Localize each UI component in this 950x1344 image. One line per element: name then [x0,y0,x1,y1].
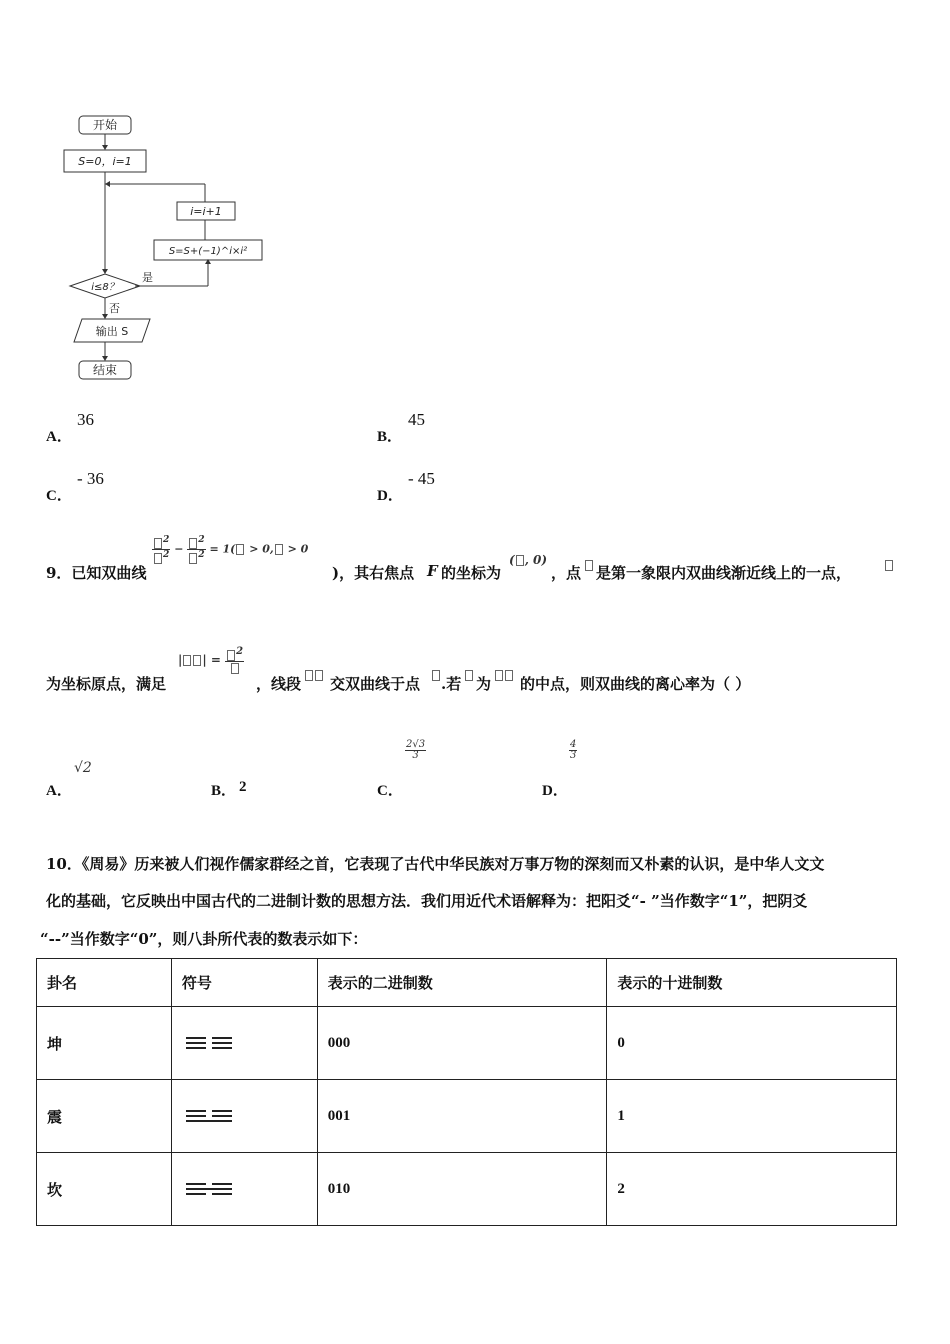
q9-F: F [427,562,438,580]
flowchart-condition-text: i≤8？ [91,282,119,293]
q9-point-O-placeholder [884,555,894,573]
q9-option-c[interactable] [377,740,497,800]
q9-line2-e: 为 [476,675,492,693]
q9-option-d-fraction [569,740,577,761]
q9-line2-c: 交双曲线于点 [330,675,421,693]
table-cell-binary: 001 [317,1080,607,1153]
q9-part1: )，其右焦点 [332,564,415,582]
q10-line2: 化的基础，它反映出中国古代的二进制计数的思想方法．我们用近代术语解释为：把阳爻“- ”当作数字“1”，把阴爻 [46,892,808,910]
flowchart-yes-label: 是 [142,271,153,284]
q8-option-b-value: 45 [408,410,425,429]
bagua-table [36,958,897,1226]
q9-option-d-num: 4 [570,739,577,750]
q9-option-c-num: 2√3 [406,739,426,750]
q8-option-d-value: - 45 [408,469,435,488]
q9-option-b-label: B． [211,783,237,799]
flowchart-increment-text: i=i+1 [190,205,222,218]
flowchart-init-text: S=0，i=1 [78,155,132,168]
table-header-row [37,959,897,1007]
q8-option-b[interactable] [377,410,577,446]
flowchart-output-text: 输出 S [95,325,129,338]
table-cell-name: 坎 [37,1153,172,1226]
q9-cond-b: > 0 [283,542,309,556]
q9-equation-tail: = 1( [209,542,236,556]
q9-focus-coord: ( , 0) [509,553,548,567]
q9-option-c-fraction [405,740,426,761]
q8-option-b-label: B． [377,429,403,445]
q8-option-c-value: - 36 [77,469,104,488]
table-cell-name: 坤 [37,1007,172,1080]
q9-option-a[interactable] [46,755,166,800]
q9-part4: 是第一象限内双曲线渐近线上的一点， [596,564,852,582]
kan-symbol [171,1153,317,1226]
table-cell-decimal: 2 [607,1153,897,1226]
q8-option-d[interactable] [377,469,577,505]
flowchart-update-text: S=S+(−1)^i×i² [168,246,248,257]
table-header-symbol: 符号 [171,959,317,1007]
table-row [37,1007,897,1080]
q9-option-c-label: C． [377,783,403,799]
q9-segment-placeholder [304,665,324,683]
table-row [37,1080,897,1153]
table-cell-decimal: 0 [607,1007,897,1080]
q9-point-P-placeholder [584,555,594,573]
q9-prefix: 9．已知双曲线 [46,564,147,582]
flowchart-no-label: 否 [109,302,120,315]
flowchart-start-text: 开始 [92,118,118,132]
q9-segment-placeholder-2 [494,665,514,683]
table-header-decimal: 表示的十进制数 [607,959,897,1007]
q9-line1 [46,535,916,585]
flowchart [60,112,280,387]
q8-option-a[interactable] [46,410,246,446]
q9-option-a-label: A． [46,783,72,799]
q8-option-a-label: A． [46,429,72,445]
q8-option-c[interactable] [46,469,246,505]
q9-part2: 的坐标为 [441,564,502,582]
q9-option-a-value: √2 [74,760,92,776]
q10-line1: 10．《周易》历来被人们视作儒家群经之首，它表现了古代中华民族对万事万物的深刻而又朴素的认识，是中华人文文 [46,855,825,873]
q9-option-d-den: 3 [570,750,577,761]
table-cell-binary: 000 [317,1007,607,1080]
table-row [37,1153,897,1226]
table-cell-name: 震 [37,1080,172,1153]
q9-line2-a: 为坐标原点，满足 [46,675,167,693]
kun-symbol [171,1007,317,1080]
table-cell-decimal: 1 [607,1080,897,1153]
q9-focus-tail: , 0) [524,553,548,567]
q9-hyperbola-equation: $\frac{^2}{^2}$ − $\frac{^2}{^2}$ = 1( > 0, > 0 [152,535,308,564]
q9-line2-f: 的中点，则双曲线的离心率为（ ） [520,675,751,693]
flowchart-end-text: 结束 [92,363,118,377]
table-header-name: 卦名 [37,959,172,1007]
table-header-binary: 表示的二进制数 [317,959,607,1007]
q9-point-Q-placeholder [431,665,441,683]
table-cell-binary: 010 [317,1153,607,1226]
q9-option-c-den: 3 [412,750,419,761]
q10-line3: “--”当作数字“0”，则八卦所代表的数表示如下： [40,930,368,948]
q9-cond-a: > 0, [245,542,274,556]
q9-condition-expr: | | = $^2$ [178,647,244,674]
q9-line2-d: .若 [441,675,462,693]
q8-option-a-value: 36 [77,410,94,429]
q9-option-b[interactable] [211,755,331,800]
q9-part3: ，点 [551,564,582,582]
q9-option-d[interactable] [542,740,662,800]
q8-option-c-label: C． [46,488,72,504]
q8-option-d-label: D． [377,488,403,504]
q9-option-b-value: 2 [239,779,247,795]
q9-option-d-label: D． [542,783,568,799]
zhen-symbol [171,1080,317,1153]
q9-line2-b: ，线段 [256,675,302,693]
q9-point-placeholder-2 [464,665,474,683]
q9-line2 [46,645,916,695]
